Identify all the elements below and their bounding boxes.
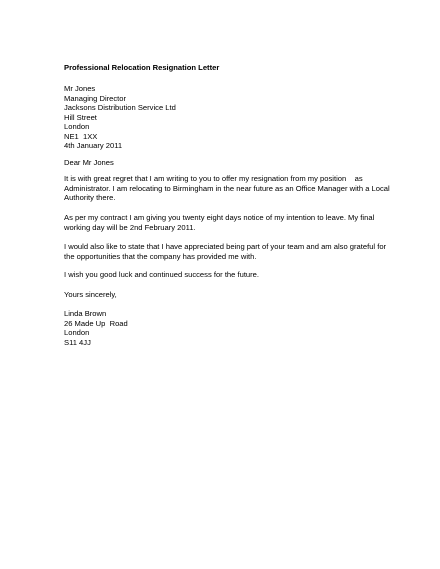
closing: Yours sincerely, [64, 290, 117, 299]
closing-block [64, 290, 404, 300]
recipient-company: Jacksons Distribution Service Ltd [64, 103, 176, 113]
salutation-block [64, 158, 404, 168]
paragraph-line: Administrator. I am relocating to Birmingham in the near future as an Office Manager with a Local [64, 183, 390, 193]
paragraph-notice [64, 213, 409, 232]
recipient-street: Hill Street [64, 112, 97, 122]
recipient-address [64, 84, 404, 142]
letter-date-block [64, 141, 404, 151]
recipient-name: Mr Jones [64, 84, 96, 93]
recipient-city: London [64, 122, 90, 132]
recipient-postcode: NE1 1XX [64, 131, 98, 141]
letter-title: Professional Relocation Resignation Letter [64, 63, 220, 72]
paragraph-line: working day will be 2nd February 2011. [64, 222, 196, 232]
paragraph-line: I would also like to state that I have appreciated being part of your team and am also grateful for [64, 242, 387, 251]
sender-city: London [64, 328, 90, 338]
paragraph-wishes [64, 270, 409, 280]
sender-name: Linda Brown [64, 309, 107, 318]
sender-postcode: S11 4JJ [64, 337, 91, 347]
sender-address [64, 309, 404, 347]
paragraph-line: Authority there. [64, 193, 116, 203]
paragraph-line: I wish you good luck and continued success for the future. [64, 270, 260, 279]
letter-date: 4th January 2011 [64, 141, 123, 150]
sender-street: 26 Made Up Road [64, 318, 128, 328]
paragraph-line: It is with great regret that I am writing to you to offer my resignation from my position as [64, 174, 363, 183]
salutation: Dear Mr Jones [64, 158, 114, 167]
paragraph-line: As per my contract I am giving you twenty eight days notice of my intention to leave. My final [64, 213, 375, 222]
recipient-title: Managing Director [64, 93, 127, 103]
paragraph-gratitude [64, 242, 409, 261]
paragraph-resignation [64, 174, 409, 203]
paragraph-line: the opportunities that the company has provided me with. [64, 251, 257, 261]
